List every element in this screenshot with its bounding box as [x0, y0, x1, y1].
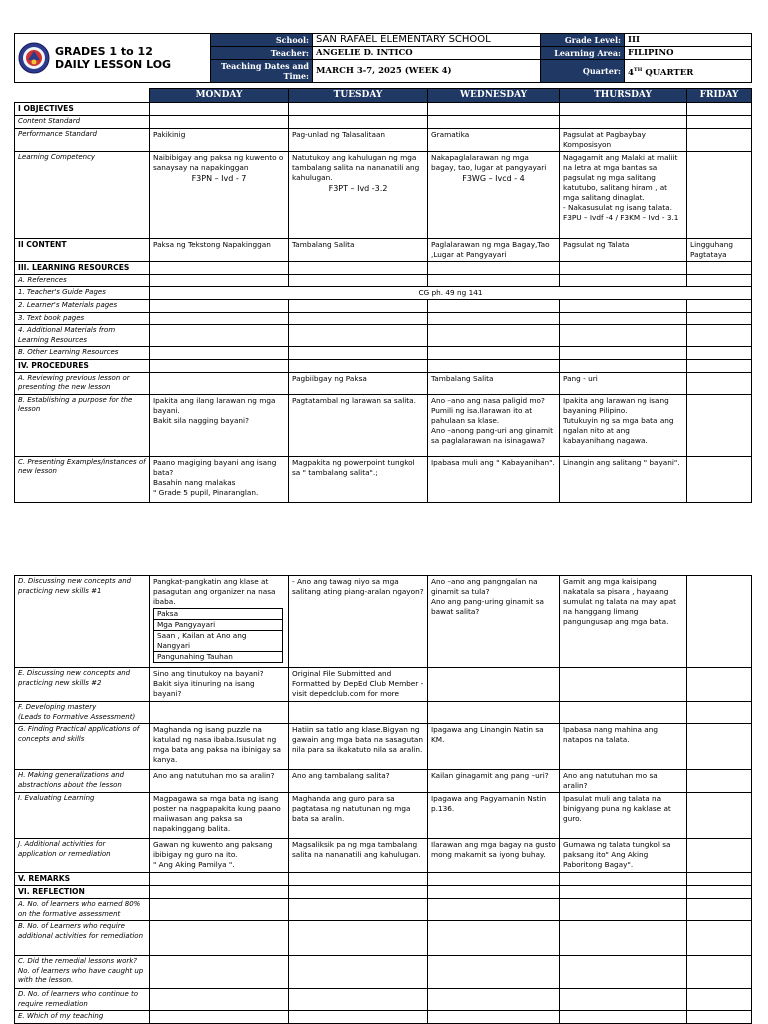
table-row [15, 873, 752, 886]
row-label: E. Discussing new concepts and practicing new skills #2 [15, 668, 150, 702]
lesson-log-page-2 [14, 575, 751, 1024]
table-cell [560, 576, 687, 668]
table-row [15, 274, 752, 287]
table-row [15, 359, 752, 372]
cell-text: Pang - uri [563, 373, 598, 383]
table-cell [687, 899, 752, 921]
table-cell [428, 128, 560, 151]
row-label: A. Reviewing previous lesson or presenting the new lesson [15, 372, 150, 394]
row-label: I OBJECTIVES [15, 103, 150, 116]
lesson-log-page-1 [14, 88, 751, 503]
table-cell [687, 325, 752, 347]
organizer-item: Mga Pangyayari [154, 620, 283, 631]
row-label: D. Discussing new concepts and practicing new skills #1 [15, 576, 150, 668]
day-header-wednesday: WEDNESDAY [428, 89, 560, 103]
row-label: 3. Text book pages [15, 312, 150, 325]
organizer-item: Pangunahing Tauhan [154, 652, 283, 663]
cell-text: Ipagawa ang Pagyamanin Nstin p.136. [431, 794, 547, 813]
table-cell [428, 702, 560, 724]
table-cell [289, 702, 428, 724]
cell-text: Natutukoy ang kahulugan ng mga tambalang salita na nananatili ang kahulugan. [292, 152, 420, 182]
cell-text: Hatiin sa tatlo ang klase.Bigyan ng gawain ang mga bata na sasagutan nila para sa ikakatuto nila sa aralin. [292, 725, 424, 754]
table-cell [289, 576, 428, 668]
row-label: A. No. of learners who earned 80% on the formative assessment [15, 899, 150, 921]
table-cell [560, 372, 687, 394]
table-cell [687, 989, 752, 1011]
table-cell [687, 128, 752, 151]
cell-text: Ipabasa nang mahina ang natapos na talata. [563, 725, 658, 744]
cell-text: Ano ang tambalang salita? [292, 771, 390, 780]
cell-text: Tambalang Salita [292, 239, 355, 249]
row-label: 4. Additional Materials from Learning Resources [15, 325, 150, 347]
table-cell [150, 238, 289, 261]
table-cell [687, 724, 752, 770]
row-label: Learning Competency [15, 151, 150, 238]
table-cell [687, 238, 752, 261]
table-cell [289, 956, 428, 989]
quarter-value: 4TH QUARTER [625, 60, 752, 83]
table-cell [428, 372, 560, 394]
teacher-value: ANGELIE D. INTICO [313, 47, 541, 60]
row-label: IV. PROCEDURES [15, 359, 150, 372]
table-cell [687, 921, 752, 956]
table-cell [150, 103, 289, 116]
table-cell [289, 724, 428, 770]
table-cell [289, 238, 428, 261]
day-header-thursday: THURSDAY [560, 89, 687, 103]
cell-text: Magpakita ng powerpoint tungkol sa " tambalang salita".; [292, 457, 415, 477]
school-value: SAN RAFAEL ELEMENTARY SCHOOL [313, 34, 541, 47]
cell-text: Pangkat-pangkatin ang klase at pasagutan ang organizer na nasa ibaba. [153, 577, 276, 606]
table-row [15, 394, 752, 456]
table-cell [687, 372, 752, 394]
table-cell [428, 793, 560, 839]
day-header-tuesday: TUESDAY [289, 89, 428, 103]
cell-text: Ano ang natutuhan mo sa aralin? [153, 771, 275, 780]
table-cell [560, 151, 687, 238]
row-label: VI. REFLECTION [15, 886, 150, 899]
header-title-line1: GRADES 1 to 12 [55, 45, 153, 58]
table-row [15, 921, 752, 956]
row-label: I. Evaluating Learning [15, 793, 150, 839]
table-cell [560, 873, 687, 886]
grade-label: Grade Level: [541, 34, 625, 47]
row-label: B. Establishing a purpose for the lesson [15, 394, 150, 456]
table-cell [150, 347, 289, 360]
row-label: H. Making generalizations and abstractions about the lesson [15, 770, 150, 793]
row-label: III. LEARNING RESOURCES [15, 261, 150, 274]
table-cell [560, 839, 687, 873]
table-cell [428, 839, 560, 873]
table-cell [150, 576, 289, 668]
table-row [15, 956, 752, 989]
table-cell [428, 770, 560, 793]
table-cell [289, 839, 428, 873]
grade-value: III [625, 34, 752, 47]
table-row [15, 312, 752, 325]
table-cell [560, 394, 687, 456]
table-cell-merged: CG ph. 49 ng 141 [150, 287, 752, 300]
table-row [15, 325, 752, 347]
table-cell [687, 456, 752, 502]
cell-text: Ano ang natutuhan mo sa aralin? [563, 771, 658, 790]
table-row [15, 287, 752, 300]
table-cell [289, 921, 428, 956]
cell-text: Gumawa ng talata tungkol sa paksang ito" Ang Aking Paboritong Bagay". [563, 840, 671, 869]
table-cell [289, 261, 428, 274]
table-cell [428, 151, 560, 238]
row-label: 2. Learner's Materials pages [15, 300, 150, 313]
table-cell [289, 1011, 428, 1024]
table-row [15, 372, 752, 394]
table-cell [428, 873, 560, 886]
table-cell [560, 886, 687, 899]
table-cell [687, 274, 752, 287]
table-cell [428, 261, 560, 274]
table-cell [289, 103, 428, 116]
area-label: Learning Area: [541, 47, 625, 60]
table-cell [428, 300, 560, 313]
row-label: B. No. of Learners who require additional activities for remediation [15, 921, 150, 956]
table-row [15, 103, 752, 116]
table-cell [289, 274, 428, 287]
cell-text: Paksa ng Tekstong Napakinggan [153, 239, 271, 249]
table-cell [150, 261, 289, 274]
table-cell [687, 312, 752, 325]
table-cell [150, 770, 289, 793]
table-cell [428, 576, 560, 668]
cell-text: Lingguhang Pagtataya [690, 239, 733, 259]
cell-text: Pag-unlad ng Talasalitaan [292, 129, 386, 139]
table-cell [150, 921, 289, 956]
table-cell [150, 325, 289, 347]
table-cell [560, 793, 687, 839]
table-cell [150, 724, 289, 770]
row-label: 1. Teacher's Guide Pages [15, 287, 150, 300]
cell-text: Ano –ano ang nasa paligid mo? Pumili ng isa.Ilarawan ito at pahulaan sa klase. Ano –anong pang-uri ang ginamit sa paglalarawan na isinagawa? [431, 395, 553, 445]
table-cell [150, 300, 289, 313]
day-header-friday: FRIDAY [687, 89, 752, 103]
table-cell [428, 1011, 560, 1024]
table-row [15, 793, 752, 839]
table-cell [560, 312, 687, 325]
table-row [15, 456, 752, 502]
table-cell [687, 956, 752, 989]
table-cell [150, 274, 289, 287]
table-cell [150, 989, 289, 1011]
table-row [15, 899, 752, 921]
table-cell [150, 1011, 289, 1024]
table-cell [428, 956, 560, 989]
table-cell [289, 456, 428, 502]
cell-text: Gramatika [431, 129, 470, 139]
table-cell [150, 956, 289, 989]
cell-text: Ipasulat muli ang talata na binigyang puna ng kaklase at guro. [563, 794, 671, 823]
table-cell [687, 873, 752, 886]
table-cell [560, 702, 687, 724]
row-label: C. Did the remedial lessons work? No. of learners who have caught up with the lesson. [15, 956, 150, 989]
table-cell [428, 668, 560, 702]
table-cell [687, 576, 752, 668]
table-cell [687, 394, 752, 456]
lesson-log-header [14, 33, 751, 83]
table-cell [687, 668, 752, 702]
table-row [15, 770, 752, 793]
row-label: G. Finding Practical applications of concepts and skills [15, 724, 150, 770]
row-label: F. Developing mastery (Leads to Formative Assessment) [15, 702, 150, 724]
table-cell [150, 151, 289, 238]
cell-text: Paano magiging bayani ang isang bata? Basahin nang malakas " Grade 5 pupil, Pinaranglan. [153, 457, 277, 497]
table-cell [687, 770, 752, 793]
row-label: J. Additional activities for application or remediation [15, 839, 150, 873]
table-cell [428, 274, 560, 287]
dates-label: Teaching Dates and Time: [211, 60, 313, 83]
cell-text: Ipakita ang larawan ng isang bayaning Pilipino. Tutukuyin ng sa mga bata ang ngalan nito at ang kabayanihang nagawa. [563, 395, 674, 445]
cell-text: Gamit ang mga kaisipang nakatala sa pisara , hayaang sumulat ng talata na may apat na hanggang limang pangungusap ang mga bata. [563, 577, 676, 626]
cell-text: Pagtatambal ng larawan sa salita. [292, 395, 416, 405]
cell-text: - Ano ang tawag niyo sa mga salitang ating piang-aralan ngayon? [292, 577, 424, 596]
table-cell [560, 116, 687, 129]
table-row [15, 668, 752, 702]
competency-code: F3PT – Ivd -3.2 [328, 183, 388, 193]
table-cell [687, 1011, 752, 1024]
cell-text: Linangin ang salitang " bayani". [563, 457, 680, 467]
cell-text: Gawan ng kuwento ang paksang ibibigay ng guro na ito. " Ang Aking Pamilya ". [153, 840, 273, 869]
table-cell [289, 394, 428, 456]
table-cell [150, 702, 289, 724]
cell-text: Ipabasa muli ang " Kabayanihan". [431, 457, 555, 467]
table-cell [687, 151, 752, 238]
table-cell [428, 238, 560, 261]
table-row [15, 300, 752, 313]
table-cell [560, 899, 687, 921]
table-cell [560, 1011, 687, 1024]
cell-text: Sino ang tinutukoy na bayani? Bakit siya itinuring na isang bayani? [153, 669, 264, 698]
table-cell [687, 359, 752, 372]
table-cell [560, 128, 687, 151]
table-cell [150, 312, 289, 325]
cell-text: Paglalarawan ng mga Bagay,Tao ,Lugar at Pangyayari [431, 239, 550, 259]
cell-text: Pagsulat ng Talata [563, 239, 630, 249]
table-cell [560, 989, 687, 1011]
table-row [15, 886, 752, 899]
table-row [15, 238, 752, 261]
cell-text: Original File Submitted and Formatted by DepEd Club Member - visit depedclub.com for more [292, 669, 424, 698]
table-cell [428, 103, 560, 116]
table-cell [428, 724, 560, 770]
table-row [15, 116, 752, 129]
table-cell [560, 770, 687, 793]
table-cell [428, 359, 560, 372]
competency-code: F3WG – Ivcd - 4 [462, 173, 525, 183]
table-cell [289, 873, 428, 886]
table-cell [560, 359, 687, 372]
row-label: II CONTENT [15, 238, 150, 261]
cell-text: Ipakita ang ilang larawan ng mga bayani. Bakit sila nagging bayani? [153, 395, 276, 425]
cell-text: Magsaliksik pa ng mga tambalang salita na nananatili ang kahulugan. [292, 840, 421, 859]
table-cell [428, 325, 560, 347]
table-cell [428, 456, 560, 502]
cell-text: Maghanda ang guro para sa pagtatasa ng natutunan ng mga bata sa aralin. [292, 794, 411, 823]
table-row [15, 724, 752, 770]
cell-text: Maghanda ng isang puzzle na katulad ng nasa ibaba.Isusulat ng mga bata ang paksa na ibinigay sa kanya. [153, 725, 282, 764]
table-cell [560, 668, 687, 702]
competency-code: F3PN – Ivd - 7 [191, 173, 247, 183]
table-cell [428, 921, 560, 956]
cell-text: Nakapaglalarawan ng mga bagay, tao, lugar at pangyayari [431, 152, 547, 172]
table-cell [289, 116, 428, 129]
table-cell [687, 702, 752, 724]
header-title-block [15, 34, 211, 83]
school-label: School: [211, 34, 313, 47]
table-cell [289, 668, 428, 702]
organizer-item: Paksa [154, 609, 283, 620]
table-cell [289, 372, 428, 394]
table-cell [150, 116, 289, 129]
table-cell [150, 394, 289, 456]
cell-text: Nagagamit ang Malaki at maliit na letra at mga bantas sa pagsulat ng mga salitang katutubo, salitang hiram , at mga salitang dinaglat. - Nakasusulat ng isang talata. F3PU – Ivdf -4 / F3KM – Ivd - 3.1 [563, 152, 679, 222]
row-label: D. No. of learners who continue to require remediation [15, 989, 150, 1011]
table-cell [560, 261, 687, 274]
table-cell [687, 839, 752, 873]
day-header-monday: MONDAY [150, 89, 289, 103]
table-cell [560, 347, 687, 360]
row-label: B. Other Learning Resources [15, 347, 150, 360]
table-cell [560, 103, 687, 116]
cell-text: Pakikinig [153, 129, 186, 139]
table-cell [150, 873, 289, 886]
table-cell [428, 989, 560, 1011]
table-cell [150, 359, 289, 372]
row-label: C. Presenting Examples/instances of new lesson [15, 456, 150, 502]
table-cell [428, 394, 560, 456]
table-cell [289, 359, 428, 372]
table-cell [289, 989, 428, 1011]
table-cell [560, 300, 687, 313]
table-cell [150, 456, 289, 502]
table-cell [289, 151, 428, 238]
table-cell [150, 793, 289, 839]
table-cell [289, 793, 428, 839]
table-cell [150, 839, 289, 873]
quarter-label: Quarter: [541, 60, 625, 83]
cell-text: Naibibigay ang paksa ng kuwento o sanaysay na napakinggan [153, 152, 284, 172]
table-cell [428, 312, 560, 325]
table-cell [687, 261, 752, 274]
table-cell [687, 793, 752, 839]
table-cell [560, 956, 687, 989]
table-cell [289, 128, 428, 151]
table-cell [560, 921, 687, 956]
row-label: Performance Standard [15, 128, 150, 151]
area-value: FILIPINO [625, 47, 752, 60]
table-cell [289, 300, 428, 313]
table-cell [560, 325, 687, 347]
table-cell [289, 770, 428, 793]
table-cell [687, 300, 752, 313]
table-cell [687, 116, 752, 129]
cell-text: Pagbiibgay ng Paksa [292, 373, 367, 383]
cell-text: Pagsulat at Pagbaybay Komposisyon [563, 129, 646, 149]
cell-text: Ano –ano ang pangngalan na ginamit sa tula? Ano ang pang-uring ginamit sa bawat salita? [431, 577, 545, 616]
table-row [15, 128, 752, 151]
cell-text: Ipagawa ang Linangin Natin sa KM. [431, 725, 544, 744]
table-row [15, 1011, 752, 1024]
cell-text: Kailan ginagamit ang pang –uri? [431, 771, 549, 780]
table-cell [289, 886, 428, 899]
table-row [15, 989, 752, 1011]
graphic-organizer [153, 608, 283, 663]
table-cell [289, 312, 428, 325]
table-cell [289, 347, 428, 360]
table-cell [289, 899, 428, 921]
table-row [15, 151, 752, 238]
table-cell [560, 274, 687, 287]
table-cell [687, 886, 752, 899]
table-cell [428, 886, 560, 899]
table-cell [150, 899, 289, 921]
table-row [15, 839, 752, 873]
cell-text: Tambalang Salita [431, 373, 494, 383]
table-cell [687, 347, 752, 360]
organizer-item: Saan , Kailan at Ano ang Nangyari [154, 631, 283, 652]
table-cell [150, 668, 289, 702]
row-label: E. Which of my teaching [15, 1011, 150, 1024]
table-row [15, 261, 752, 274]
table-cell [150, 372, 289, 394]
table-cell [150, 886, 289, 899]
dates-value: MARCH 3-7, 2025 (WEEK 4) [313, 60, 541, 83]
table-cell [289, 325, 428, 347]
table-cell [150, 128, 289, 151]
row-label: V. REMARKS [15, 873, 150, 886]
row-label: A. References [15, 274, 150, 287]
table-cell [428, 116, 560, 129]
cell-text: Magpagawa sa mga bata ng isang poster na nagpapakita kung paano maiiwasan ang paksa sa napakinggang balita. [153, 794, 281, 833]
teacher-label: Teacher: [211, 47, 313, 60]
table-cell [428, 899, 560, 921]
header-title-line2: DAILY LESSON LOG [55, 58, 172, 71]
deped-seal-icon [18, 42, 50, 74]
row-label: Content Standard [15, 116, 150, 129]
table-row [15, 347, 752, 360]
table-row [15, 702, 752, 724]
table-cell [428, 347, 560, 360]
table-cell [687, 103, 752, 116]
table-cell [560, 238, 687, 261]
cell-text: Ilarawan ang mga bagay na gusto mong makamit sa iyong buhay. [431, 840, 556, 859]
table-cell [560, 724, 687, 770]
table-cell [560, 456, 687, 502]
table-row [15, 576, 752, 668]
